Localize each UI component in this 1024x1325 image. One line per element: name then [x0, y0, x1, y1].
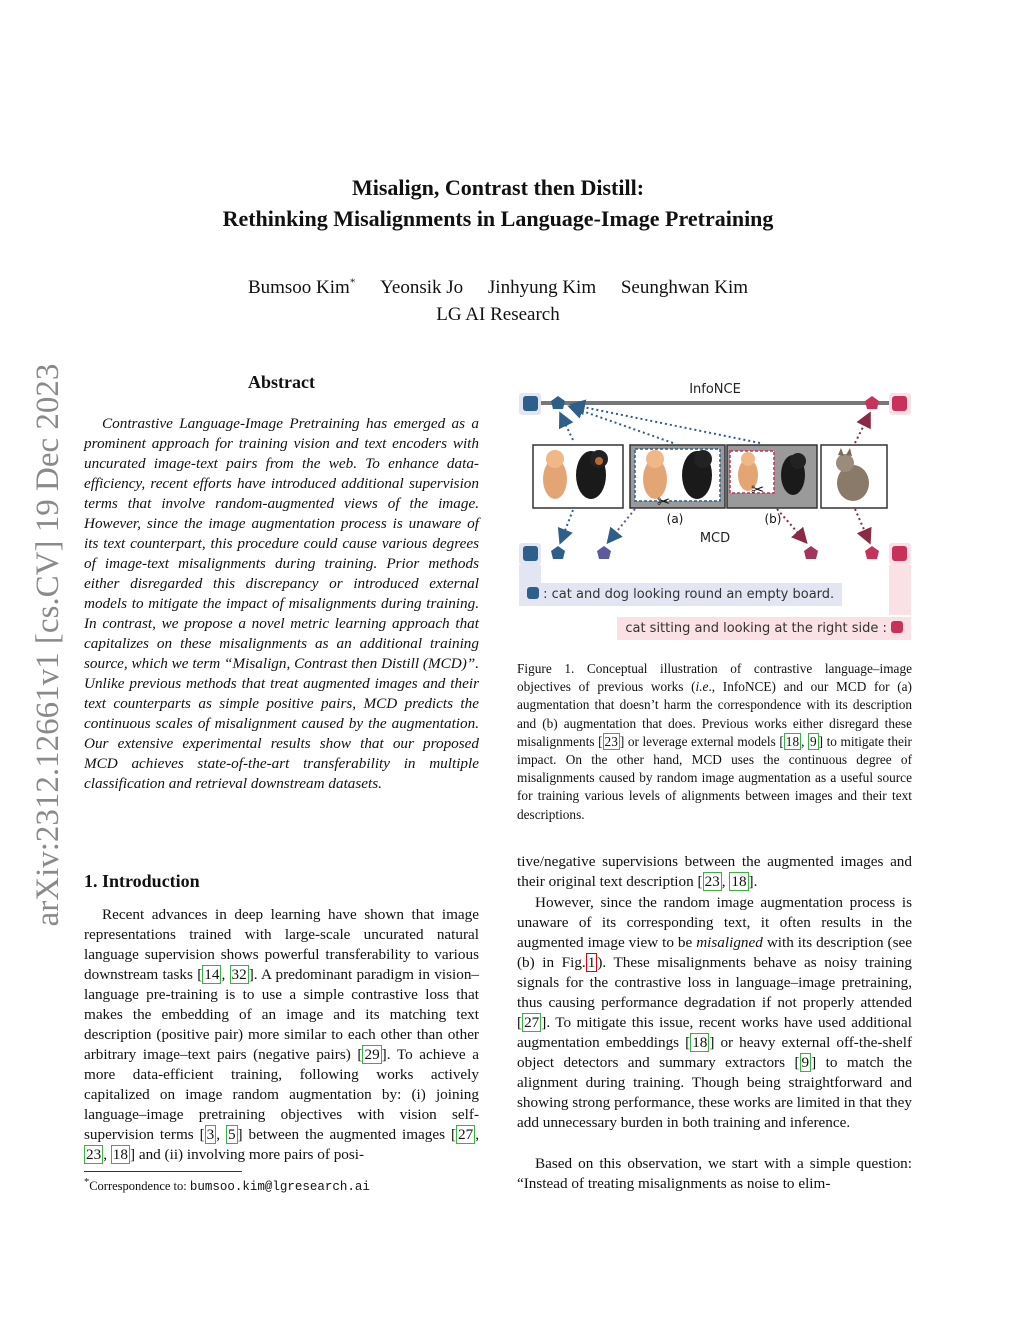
figure-link[interactable]: 1: [587, 954, 596, 971]
image-augmented-a: [630, 445, 725, 511]
citation-link[interactable]: 9: [809, 733, 817, 749]
purple-image-embedding: [597, 546, 611, 559]
title-line-2: Rethinking Misalignments in Language-Image Pretraining: [222, 206, 774, 231]
abstract-heading: Abstract: [248, 372, 315, 392]
citation-link[interactable]: 23: [604, 733, 618, 749]
blue-image-embedding: [551, 396, 565, 409]
author-correspondence-mark: *: [349, 277, 356, 289]
red-image-embedding: [865, 396, 879, 409]
scissors-icon: ✂: [657, 492, 671, 511]
paper-title: [120, 172, 876, 234]
author-name: Jinhyung Kim: [487, 277, 597, 299]
arrow: [561, 510, 573, 541]
red-text-embedding: [892, 546, 907, 561]
citation-link[interactable]: 18: [692, 1034, 708, 1051]
magenta-image-embedding: [804, 546, 818, 559]
citation-link[interactable]: 29: [364, 1046, 380, 1063]
citation-link[interactable]: 27: [458, 1126, 474, 1143]
citation-link[interactable]: 27: [524, 1014, 540, 1031]
citation-link[interactable]: 23: [704, 873, 720, 890]
arrow: [573, 405, 760, 443]
legend-connector: [889, 565, 911, 615]
citation-link[interactable]: 5: [227, 1126, 236, 1143]
intro-paragraph: However, since the random image augmentation process is unaware of its corresponding text, it often results in the augmented image view to be misaligned with its description (see (b) in Fig. 1 ). These misalignments behave as noisy training signals for the contrastive loss in language–image pretraining, thus causing performance degradation if not properly attended [ 27 ]. To mitigate this issue, recent works have used additional augmentation embeddings [ 18 ] or heavy external off-the-shelf object detectors and summary extractors [ 9 ] to match the alignment during training. Though being straightforward and showing strong performance, these works are limited in that they add unnecessary burden in both training and inference.: [517, 894, 912, 1131]
author-list: [120, 270, 876, 301]
arrow: [855, 509, 869, 541]
blue-text-embedding: [523, 396, 538, 411]
blue-square-icon: [527, 587, 539, 599]
abstract-body: Contrastive Language-Image Pretraining has emerged as a prominent approach for training vision and text encoders with uncurated image-text pairs from the web. To enhance data-efficiency, recent efforts have introduced additional supervision terms that involve random-augmented views of the image. However, since the image augmentation process is unaware of its text counterpart, this procedure could cause various degrees of image-text misalignments during training. Prior methods either disregarded this discrepancy or introduced external models to mitigate the impact of misalignments during training. In contrast, we propose a novel metric learning approach that capitalizes on these misalignments as an additional training source, which we term “Misalign, Contrast then Distill (MCD)”. Unlike previous methods that treat augmented images and their text counterparts as simple positive pairs, MCD predicts the continuous scales of misalignment caused by the augmentation. Our extensive experimental results show that our proposed MCD achieves state-of-the-art transferability in multiple classification and retrieval downstream datasets.: [84, 415, 479, 792]
citation-link[interactable]: 9: [801, 1054, 810, 1071]
mcd-label: MCD: [699, 531, 731, 546]
citation-link[interactable]: 18: [785, 733, 800, 749]
citation-link[interactable]: 18: [731, 873, 747, 890]
arrow: [609, 509, 635, 541]
introduction-heading: 1. Introduction: [84, 871, 200, 891]
footnote: *Correspondence to: bumsoo.kim@lgresearch.ai: [84, 1177, 370, 1195]
arrow: [855, 415, 869, 443]
citation-link[interactable]: 14: [204, 966, 220, 983]
arrow: [561, 415, 573, 440]
arxiv-identifier: arXiv:2312.12661v1 [cs.CV] 19 Dec 2023: [30, 363, 66, 927]
citation-link[interactable]: 32: [231, 966, 247, 983]
citation-link[interactable]: 3: [206, 1126, 215, 1143]
red-image-embedding: [865, 546, 879, 559]
figure-diagram: [515, 375, 915, 655]
correspondence-email[interactable]: bumsoo.kim@lgresearch.ai: [189, 1180, 370, 1195]
title-line-1: Misalign, Contrast then Distill:: [351, 175, 645, 200]
image-original: [533, 445, 623, 508]
affiliation: LG AI Research: [436, 304, 560, 325]
infonce-label: InfoNCE: [689, 382, 741, 397]
scissors-icon: ✂: [751, 480, 765, 499]
citation-link[interactable]: 23: [86, 1146, 102, 1163]
red-square-icon: [891, 621, 903, 633]
label-a: (a): [666, 512, 684, 526]
author-name: Seunghwan Kim: [620, 277, 749, 299]
label-b: (b): [764, 512, 782, 526]
author-name: Bumsoo Kim*: [247, 277, 356, 299]
red-text-embedding: [892, 396, 907, 411]
image-augmented-b: [727, 445, 817, 508]
intro-paragraph: Recent advances in deep learning have shown that image representations trained with large-scale uncurated natural language supervision shows powerful transferability to various downstream tasks [ 14 , 32 ]. A predominant paradigm in vision–language pre-training is to use a simple contrastive loss that makes the embedding of an image and its matching text description (positive pair) more similar to each other than other arbitrary image–text pairs (negative pairs) [ 29 ]. To achieve a more data-efficient training, following works actively capitalized on image random augmentation by: (i) joining language–image pretraining objectives with vision self-supervision terms [ 3 , 5 ] between the augmented images [ 27 , 23 , 18 ] and (ii) involving more pairs of posi-: [84, 906, 480, 1163]
legend-connector: [519, 565, 541, 585]
figure-caption: Figure 1. Conceptual illustration of contrastive language–image objectives of previous works (i.e., InfoNCE) and our MCD for (a) augmentation that doesn’t harm the correspondence with its description and (b) augmentation that does. Previous works either disregard these misalignments [ 23 ] or leverage external models [ 18 , 9 ] to mitigate their impact. On the other hand, MCD uses the continuous degree of misalignments caused by random image augmentation as a useful source for training various levels of alignments between images and their text descriptions.: [517, 661, 912, 822]
blue-image-embedding: [551, 546, 565, 559]
footnote-rule: [84, 1171, 242, 1172]
arrow: [571, 407, 673, 443]
blue-text-embedding: [523, 546, 538, 561]
legend-red: cat sitting and looking at the right side :: [617, 617, 911, 640]
image-cat: [821, 445, 887, 508]
legend-blue: : cat and dog looking round an empty board.: [519, 583, 842, 606]
intro-paragraph-continued: tive/negative supervisions between the augmented images and their original text description [ 23 , 18 ].: [517, 853, 912, 890]
figure-1: [515, 375, 915, 655]
author-name: Yeonsik Jo: [380, 277, 464, 299]
intro-paragraph: Based on this observation, we start with a simple question: “Instead of treating misalignments as noise to elim-: [517, 1155, 912, 1192]
citation-link[interactable]: 18: [112, 1146, 128, 1163]
